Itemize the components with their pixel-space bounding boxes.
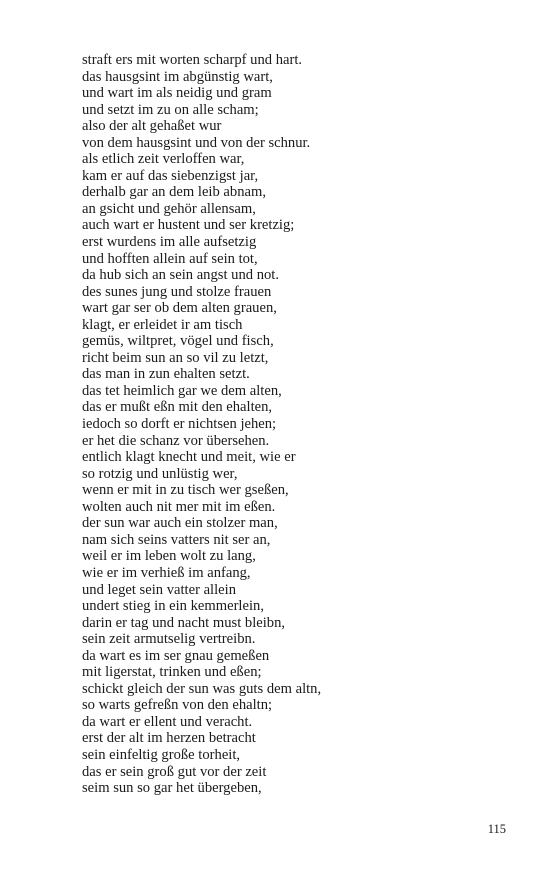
verse-line: mit ligerstat, trinken und eßen; <box>82 664 262 681</box>
verse-line: und setzt im zu on alle scham; <box>82 101 259 118</box>
verse-line: undert stieg in ein kemmerlein, <box>82 598 264 615</box>
verse-line: das hausgsint im abgünstig wart, <box>82 68 273 85</box>
verse-line: und hofften allein auf sein tot, <box>82 250 258 267</box>
verse-line: an gsicht und gehör allensam, <box>82 200 256 217</box>
verse-line: und wart im als neidig und gram <box>82 85 272 102</box>
page-number: 115 <box>487 822 506 836</box>
verse-line: iedoch so dorft er nichtsen jehen; <box>82 416 277 433</box>
verse-line: und leget sein vatter allein <box>82 581 236 598</box>
verse-line: klagt, er erleidet ir am tisch <box>82 316 243 333</box>
verse-line: so rotzig und unlüstig wer, <box>82 465 238 482</box>
verse-line: als etlich zeit verloffen war, <box>82 151 245 168</box>
verse-line: erst der alt im herzen betracht <box>82 730 256 747</box>
verse-line: sein zeit armutselig vertreibn. <box>82 631 256 648</box>
verse-line: gemüs, wiltpret, vögel und fisch, <box>82 333 274 350</box>
verse-line: schickt gleich der sun was guts dem altn, <box>82 680 322 697</box>
verse-line: wart gar ser ob dem alten grauen, <box>82 300 277 317</box>
verse-line: das er sein groß gut vor der zeit <box>82 763 267 780</box>
verse-line: auch wart er hustent und ser kretzig; <box>82 217 295 234</box>
verse-line: wie er im verhieß im anfang, <box>82 564 251 581</box>
verse-line: da wart es im ser gnau gemeßen <box>82 647 270 664</box>
verse-line: richt beim sun an so vil zu letzt, <box>82 349 269 366</box>
verse-line: da hub sich an sein angst und not. <box>82 267 279 284</box>
verse-line: das man in zun ehalten setzt. <box>82 366 250 383</box>
verse-line: entlich klagt knecht und meit, wie er <box>82 449 296 466</box>
verse-line: so warts gefreßn von den ehaltn; <box>82 697 273 714</box>
verse-line: er het die schanz vor übersehen. <box>82 432 270 449</box>
verse-line: das er mußt eßn mit den ehalten, <box>82 399 273 416</box>
verse-line: nam sich seins vatters nit ser an, <box>82 531 271 548</box>
verse-line: wenn er mit in zu tisch wer gseßen, <box>82 482 289 499</box>
verse-line: sein einfeltig große torheit, <box>82 746 241 763</box>
verse-line: wolten auch nit mer mit im eßen. <box>82 498 276 515</box>
verse-line: von dem hausgsint und von der schnur. <box>82 134 311 151</box>
verse-line: darin er tag und nacht must bleibn, <box>82 614 286 631</box>
verse-line: da wart er ellent und veracht. <box>82 713 253 730</box>
verse-line: straft ers mit worten scharpf und hart. <box>82 52 303 68</box>
poem-text <box>82 52 502 797</box>
verse-line: kam er auf das siebenzigst jar, <box>82 167 259 184</box>
verse-line: also der alt gehaßet wur <box>82 118 222 135</box>
verse-line: der sun war auch ein stolzer man, <box>82 515 278 532</box>
verse-line: das tet heimlich gar we dem alten, <box>82 382 282 399</box>
verse-line: seim sun so gar het übergeben, <box>82 780 262 797</box>
verse-line: des sunes jung und stolze frauen <box>82 283 272 300</box>
verse-line: erst wurdens im alle aufsetzig <box>82 234 257 251</box>
verse-line: weil er im leben wolt zu lang, <box>82 548 256 565</box>
verse-line: derhalb gar an dem leib abnam, <box>82 184 266 201</box>
